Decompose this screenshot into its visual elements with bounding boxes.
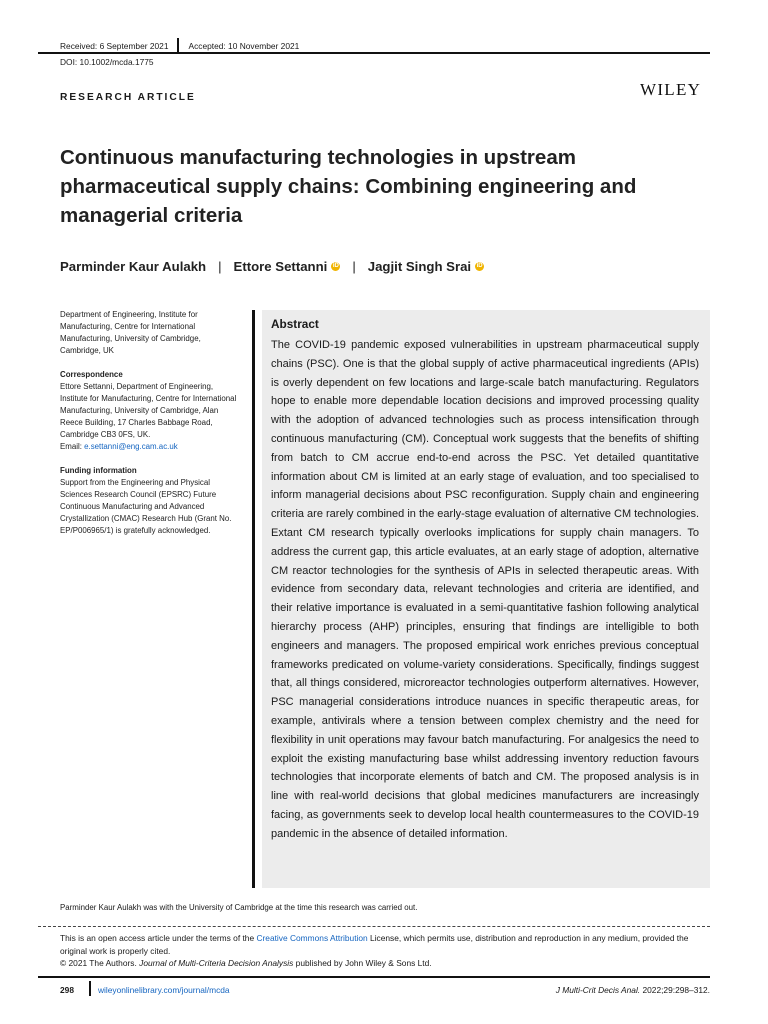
publisher-logo: WILEY <box>640 80 702 99</box>
date-separator <box>177 38 179 53</box>
funding-text: Support from the Engineering and Physical Sciences Research Council (EPSRC) Future Continuous Manufacturing and Advanced Crystallization (CMAC) Research Hub (Grant No. EP/P006965/1) is gratefully acknowledged. <box>60 478 232 535</box>
author-separator: | <box>218 259 222 274</box>
citation-detail: 2022;29:298–312. <box>640 985 710 995</box>
email-label: Email: <box>60 442 85 451</box>
abstract-text: The COVID-19 pandemic exposed vulnerabilities in upstream pharmaceutical supply chains (PSC). One is that the global supply of active pharmaceutical ingredients (APIs) is overly dependent on few locations and large-scale batch manufacturing. Regulators hope to enable more dependable location decisions and improved processing quality with the adoption of advanced technologies such as process intensification through continuous manufacturing (CM). Conceptual work suggests that the benefits of shifting from batch to CM accrue end-to-end across the PSC. Yet detailed quantitative information about CM is limited at an early stage of evaluation, and too specialised to inform managerial decisions about PSC reconfiguration. Supply chain and engineering criteria are rarely combined in the early-stage evaluation of alternative CM technologies. Extant CM research typically overlooks implications for supply chain managers. To address the current gap, this article evaluates, at an early stage of adoption, alternative CM reactor technologies for the synthesis of APIs in selected therapeutic areas. With evidence from secondary data, relevant technologies and criteria are identified, and their relative importance is evaluated in a semi-quantitative fashion following analytical hierarchy process (AHP) principles, ensuring that findings are intelligible to both engineers and managers. The proposed empirical work enriches previous conceptual frameworks predicated on volume-variety considerations. Specifically, findings suggest that, all things considered, microreactor technologies outperform alternatives. However, PSC managerial considerations introduce nuances in specific therapeutic areas, for example, antivirals where a tension between complex chemistry and the need for flexibility in unit operations may favour batch manufacturing. For analgesics the need to exploit the existing manufacturing base whilst addressing inventory reduction favours technologies that incorporate elements of batch and CM. The proposed analysis is in line with real-world decisions that global medicines manufacturers are increasingly facing, as governments seek to develop local health countermeasures to the COVID-19 pandemic in the absence of detailed information. <box>271 339 699 840</box>
doi[interactable]: DOI: 10.1002/mcda.1775 <box>60 57 154 67</box>
author-3[interactable]: Jagjit Singh Srai <box>367 259 472 274</box>
article-dates <box>60 38 299 53</box>
header-rule <box>38 52 710 54</box>
received-date: Received: 6 September 2021 <box>60 40 169 51</box>
author-2[interactable]: Ettore Settanni <box>233 259 328 274</box>
correspondence-block <box>60 369 240 453</box>
correspondence-heading: Correspondence <box>60 370 123 379</box>
license-notice <box>60 932 710 970</box>
funding-block <box>60 465 240 537</box>
article-title: Continuous manufacturing technologies in upstream pharmaceutical supply chains: Combining engineering and managerial criteria <box>60 146 637 227</box>
affiliation: Department of Engineering, Institute for Manufacturing, Centre for International Manufacturing, University of Cambridge, Cambridge, UK <box>60 310 201 355</box>
abstract-divider <box>252 310 255 888</box>
cc-license-link[interactable]: Creative Commons Attribution <box>256 933 368 943</box>
correspondence-text: Ettore Settanni, Department of Engineering, Institute for Manufacturing, Centre for International Manufacturing, University of Cambridge, Alan Reece Building, 17 Charles Babbage Road, Cambridge CB3 0FS, UK. <box>60 382 237 439</box>
author-separator: | <box>352 259 356 274</box>
article-info-column <box>60 309 240 549</box>
dashed-divider <box>38 926 710 927</box>
copyright-post: published by John Wiley & Sons Ltd. <box>293 958 432 968</box>
license-post: License, which permits use, distribution and reproduction in any medium, provided the original work is properly cited. <box>60 933 689 956</box>
funding-heading: Funding information <box>60 466 137 475</box>
copyright-pre: © 2021 The Authors. <box>60 958 140 968</box>
citation-journal: J Multi-Crit Decis Anal. <box>555 985 641 995</box>
author-footnote: Parminder Kaur Aulakh was with the University of Cambridge at the time this research was carried out. <box>60 903 418 912</box>
author-1[interactable]: Parminder Kaur Aulakh <box>60 259 207 274</box>
journal-name: Journal of Multi-Criteria Decision Analysis <box>139 958 294 968</box>
footer-separator <box>89 981 91 996</box>
abstract-heading: Abstract <box>271 317 319 331</box>
page-number: 298 <box>60 985 74 995</box>
author-list <box>60 259 484 274</box>
footer-rule <box>38 976 710 978</box>
accepted-date: Accepted: 10 November 2021 <box>188 40 300 51</box>
citation <box>556 985 710 995</box>
journal-website-link[interactable]: wileyonlinelibrary.com/journal/mcda <box>98 985 230 995</box>
email-link[interactable]: e.settanni@eng.cam.ac.uk <box>84 442 178 451</box>
orcid-icon[interactable]: iD <box>332 263 339 269</box>
orcid-icon[interactable]: iD <box>476 263 483 269</box>
license-pre: This is an open access article under the terms of the <box>60 933 257 943</box>
article-type: RESEARCH ARTICLE <box>60 92 196 103</box>
